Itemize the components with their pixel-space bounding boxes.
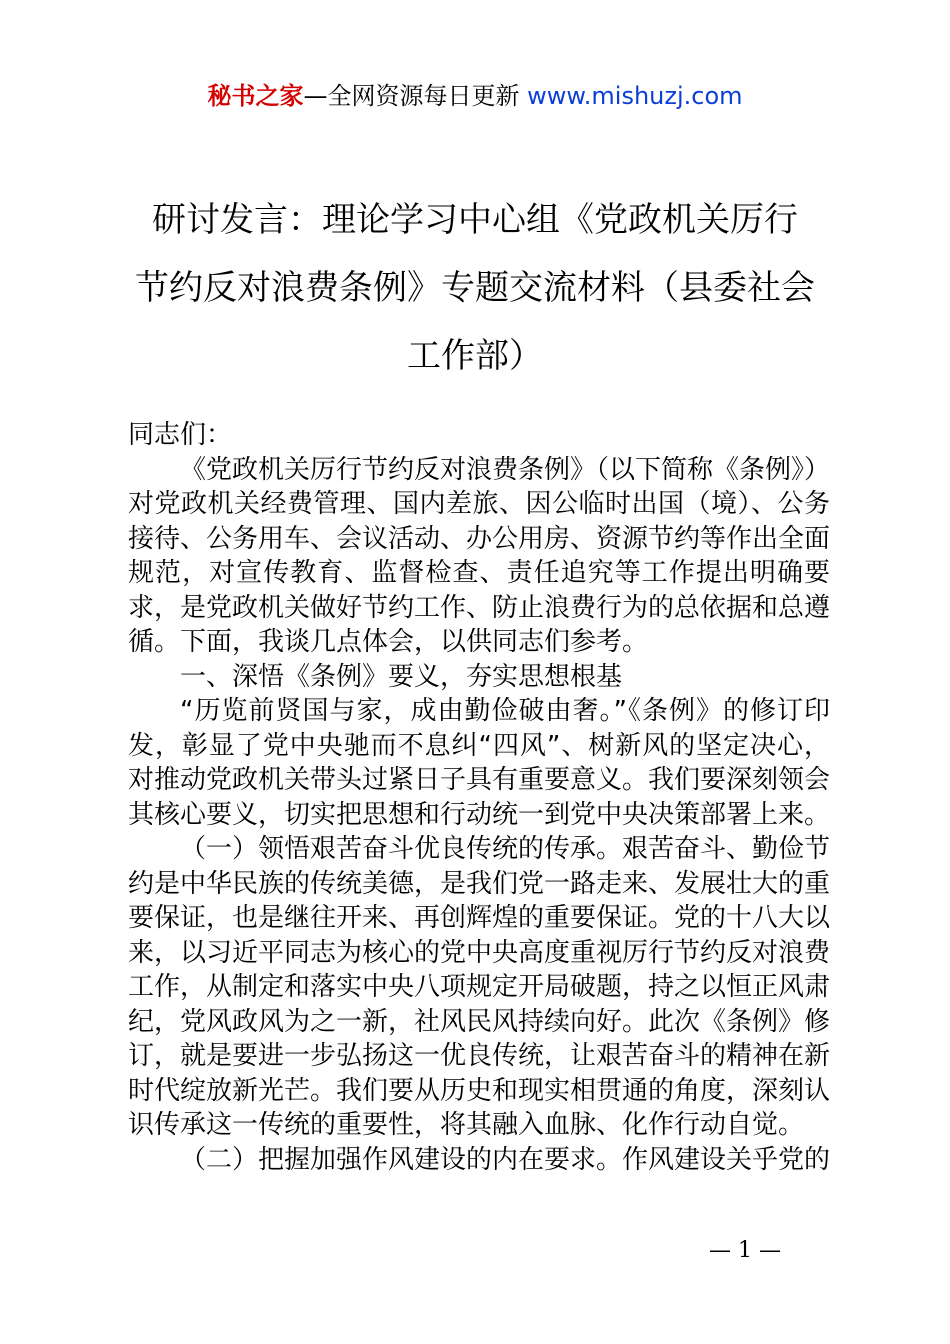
- paragraph-intro: 《党政机关厉行节约反对浪费条例》（以下简称《条例》）对党政机关经费管理、国内差旅、因公临时出国（境）、公务接待、公务用车、会议活动、办公用房、资源节约等作出全面规范，对宣传教育、监督检查、责任追究等工作提出明确要求，是党政机关做好节约工作、防止浪费行为的总依据和总遵循。下面，我谈几点体会，以供同志们参考。: [128, 454, 831, 657]
- section-heading: 一、深悟《条例》要义，夯实思想根基: [180, 661, 623, 692]
- paragraph: “历览前贤国与家，成由勤俭破由奢。”《条例》的修订印发，彰显了党中央驰而不息纠“四风”、树新风的坚定决心，对推动党政机关带头过紧日子具有重要意义。我们要深刻领会其核心要义，切实把思想和行动统一到党中央决策部署上来。: [128, 696, 831, 830]
- title-line: 研讨发言：理论学习中心组《党政机关厉行: [152, 200, 798, 240]
- document-title: [110, 186, 840, 390]
- site-url-link[interactable]: www.mishuzj.com: [527, 82, 743, 110]
- paragraph: （一）领悟艰苦奋斗优良传统的传承。艰苦奋斗、勤俭节约是中华民族的传统美德，是我们党一路走来、发展壮大的重要保证，也是继往开来、再创辉煌的重要保证。党的十八大以来，以习近平同志为核心的党中央高度重视厉行节约反对浪费工作，从制定和落实中央八项规定开局破题，持之以恒正风肃纪，党风政风为之一新，社风民风持续向好。此次《条例》修订，就是要进一步弘扬这一优良传统，让艰苦奋斗的精神在新时代绽放新光芒。我们要从历史和现实相贯通的角度，深刻认识传承这一传统的重要性，将其融入血脉、化作行动自觉。: [128, 834, 831, 1140]
- page-number: — 1 —: [709, 1238, 781, 1263]
- document-body: [128, 418, 830, 1177]
- site-tagline: —全网资源每日更新: [303, 82, 528, 110]
- title-line: 工作部）: [407, 336, 543, 376]
- salutation: 同志们：: [128, 420, 233, 450]
- site-brand[interactable]: 秘书之家: [207, 82, 304, 110]
- site-header: [0, 80, 950, 112]
- paragraph: （二）把握加强作风建设的内在要求。作风建设关乎党的: [180, 1144, 831, 1175]
- title-line: 节约反对浪费条例》专题交流材料（县委社会: [135, 268, 815, 308]
